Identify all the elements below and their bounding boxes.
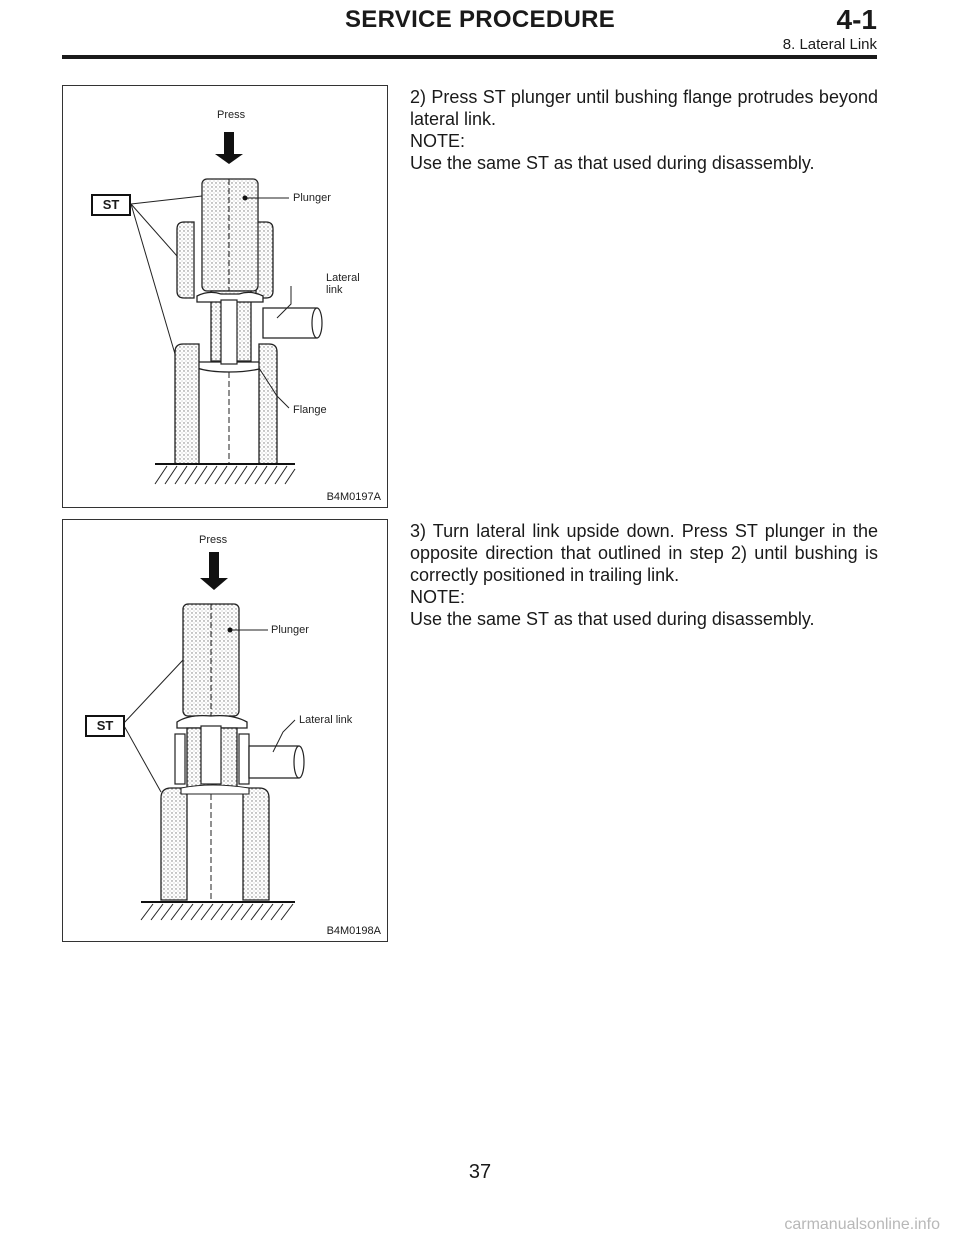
figure-1-drawing — [63, 86, 387, 507]
section-code: 4-1 — [836, 4, 877, 35]
header-rule — [62, 55, 877, 59]
lateral-label: Lateral — [326, 272, 360, 284]
press-arrow-icon — [200, 552, 228, 590]
step-3-note: Use the same ST as that used during disassembly. — [410, 609, 815, 629]
step-3-block — [410, 520, 878, 630]
press-arrow-icon — [215, 132, 243, 164]
section-title: SERVICE PROCEDURE — [344, 6, 616, 33]
step-2-block — [410, 86, 878, 174]
figure-1-id: B4M0197A — [326, 491, 381, 503]
figure-2 — [62, 519, 388, 942]
plunger-label: Plunger — [271, 624, 309, 636]
page-number: 37 — [468, 1161, 492, 1183]
step-3-text: 3) Turn lateral link upside down. Press ST plunger in the opposite direction that outlined in step 2) until bushing is correctly positioned in trailing link. — [410, 521, 878, 585]
page-header — [0, 6, 960, 36]
figure-2-id: B4M0198A — [326, 925, 381, 937]
st-label: ST — [91, 194, 131, 216]
lateral-link-label: Lateral link — [299, 714, 353, 726]
step-3-note-label: NOTE: — [410, 587, 466, 607]
watermark: carmanualsonline.info — [784, 1216, 940, 1233]
section-subtitle: 8. Lateral Link — [782, 36, 877, 53]
link-label: link — [326, 284, 343, 296]
step-2-text: 2) Press ST plunger until bushing flange protrudes beyond lateral link. — [410, 87, 878, 129]
step-2-note: Use the same ST as that used during disassembly. — [410, 153, 815, 173]
press-label: Press — [217, 109, 246, 121]
figure-1 — [62, 85, 388, 508]
step-2-note-label: NOTE: — [410, 131, 466, 151]
flange-label: Flange — [293, 404, 327, 416]
press-label: Press — [199, 534, 228, 546]
st-label: ST — [85, 715, 125, 737]
plunger-label: Plunger — [293, 192, 331, 204]
